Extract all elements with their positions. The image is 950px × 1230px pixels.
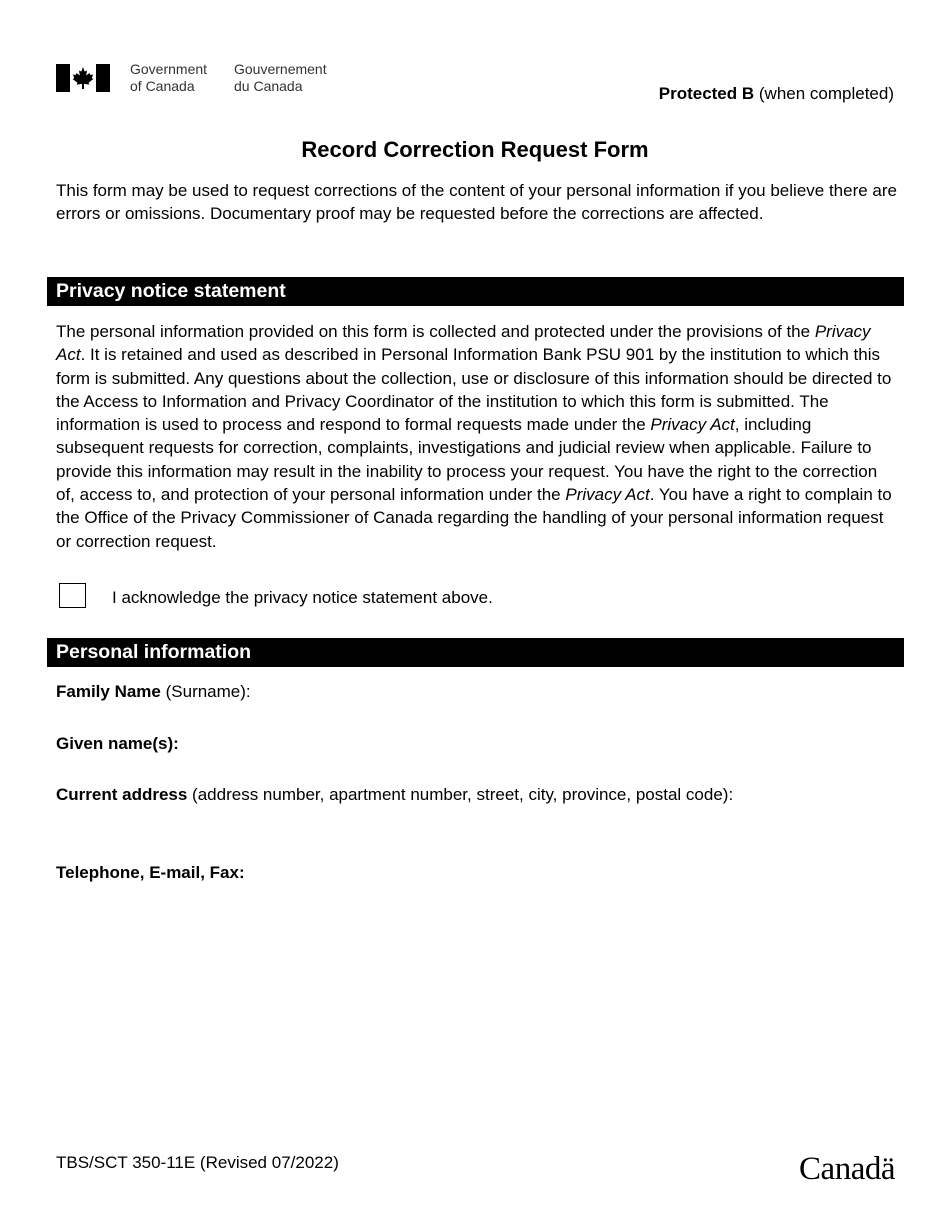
security-classification: Protected B (when completed) [658,84,894,103]
current-address-field[interactable]: Current address (address number, apartment number, street, city, province, postal code): [56,785,734,804]
page-title: Record Correction Request Form [301,137,649,162]
form-number: TBS/SCT 350-11E (Revised 07/2022) [56,1153,339,1172]
canada-flag-icon [56,64,110,92]
gov-name-en: Government of Canada [130,61,208,94]
acknowledge-checkbox[interactable] [59,583,86,608]
family-name-field[interactable]: Family Name (Surname): [56,682,251,701]
canada-wordmark: Canadä [799,1151,895,1187]
personal-section-heading: Personal information [47,638,904,667]
gov-name-fr: Gouvernement du Canada [234,61,327,94]
intro-paragraph: This form may be used to request corrections of the content of your personal information if you believe there are errors or omissions. Documentary proof may be requested before the corrections are affected. [56,181,897,224]
contact-field[interactable]: Telephone, E-mail, Fax: [56,863,245,882]
privacy-section-heading: Privacy notice statement [47,277,904,306]
given-names-field[interactable]: Given name(s): [56,734,179,753]
government-of-canada-signature [56,61,346,95]
privacy-notice-text: The personal information provided on this form is collected and protected under the provisions of the Privacy Act. It is retained and used as described in Personal Information Bank PSU 901 by the institution to which this form is submitted. Any questions about the collection, use or disclosure of this information should be directed to the Access to Information and Privacy Coordinator of the institution to which this form is submitted. The information is used to process and respond to formal requests made under the Privacy Act, including subsequent requests for correction, complaints, investigations and judicial review when applicable. Failure to provide this information may result in the inability to process your request. You have the right to the correction of, access to, and protection of your personal information under the Privacy Act. You have a right to complain to the Office of the Privacy Commissioner of Canada regarding the handling of your personal information request or correction request. [56,322,892,551]
acknowledge-label: I acknowledge the privacy notice statement above. [112,588,493,607]
